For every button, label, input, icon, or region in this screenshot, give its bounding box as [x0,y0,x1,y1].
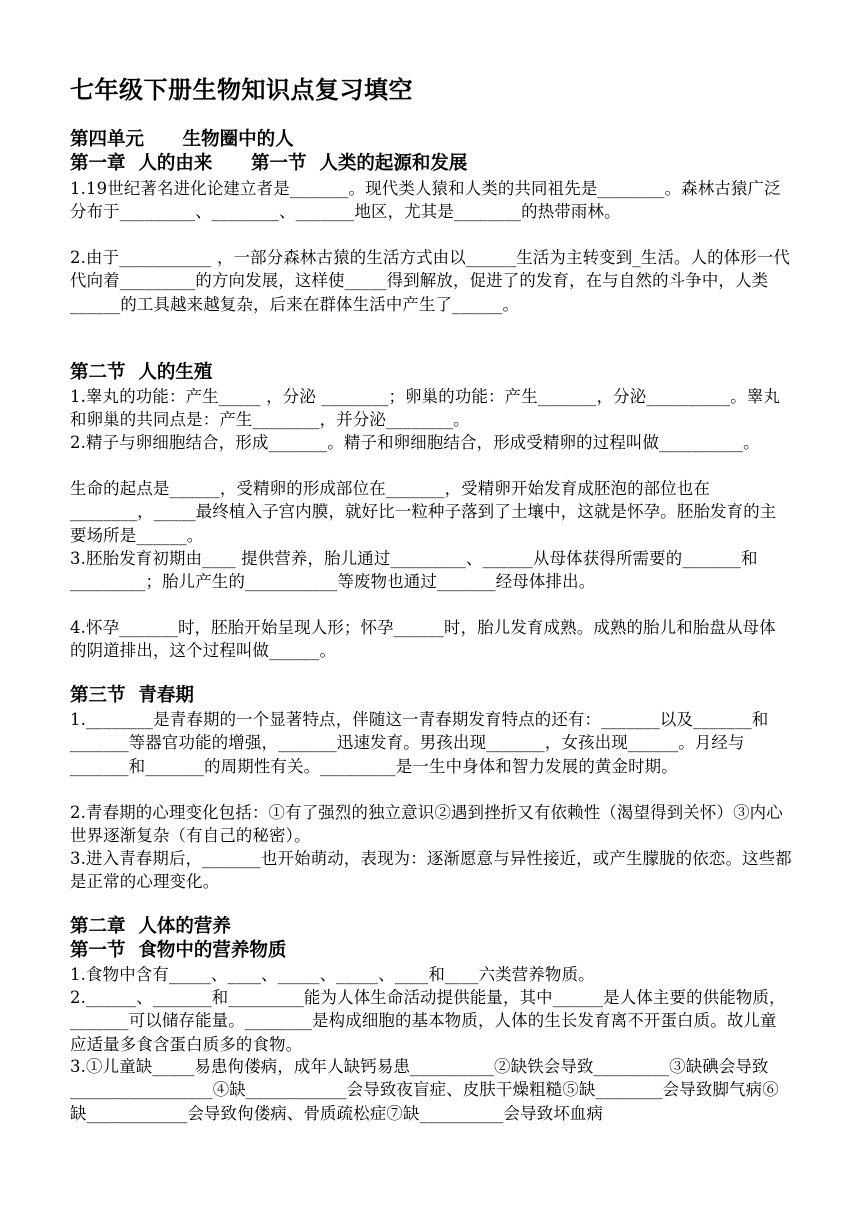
paragraph-puberty-1: 1.________是青春期的一个显著特点，伴随这一青春期发育特点的还有：_______以及_______和_______等器官功能的增强，_______迅速发育。男孩出现_______，女孩出现______。月经与_______和_______的周期性有关。_________是一生中身体和智力发展的黄金时期。 [70,710,769,776]
paragraph-nutrients-1: 1.食物中含有_____、____、_____、_____、____和____六类营养物质。 [70,965,595,984]
chapter1-heading: 第一章 人的由来 第一节 人类的起源和发展 [70,153,468,174]
chapter2-heading: 第二章 人体的营养 [70,916,231,937]
paragraph-reproduction-5: 4.怀孕_______时，胚胎开始呈现人形；怀孕______时，胎儿发育成熟。成熟的胎儿和胎盘从母体的阴道排出，这个过程叫做______。 [70,618,776,661]
paragraph-nutrients-2: 2.______、_______和_________能为人体生命活动提供能量，其中______是人体主要的供能物质，_______可以储存能量。________是构成细胞的基本物质，人体的生长发育离不开蛋白质。故儿童应适量多食含蛋白质多的食物。 [70,988,786,1054]
paragraph-puberty-2: 2.青春期的心理变化包括：①有了强烈的独立意识②遇到挫折又有依赖性（渴望得到关怀）③内心世界逐渐复杂（有自己的秘密）。 [70,803,783,846]
section-reproduction-heading: 第二节 人的生殖 [70,362,213,383]
paragraph-origin-2: 2.由于___________ ，一部分森林古猿的生活方式由以______生活为主转变到_生活。人的体形一代代向着_________的方向发展，这样使_____得到解放，促进了的发育，在与自然的斗争中，人类______的工具越来越复杂，后来在群体生活中产生了______。 [70,248,791,314]
paragraph-reproduction-1: 1.睾丸的功能：产生_____ ，分泌 ________；卵巢的功能：产生_______，分泌__________。睾丸和卵巢的共同点是：产生________，并分泌________。 [70,387,781,430]
paragraph-puberty-3: 3.进入青春期后，_______也开始萌动，表现为：逐渐愿意与异性接近，或产生朦胧的依恋。这些都是正常的心理变化。 [70,849,792,892]
section-nutrients-heading: 第一节 食物中的营养物质 [70,940,287,961]
paragraph-origin-1: 1.19世纪著名进化论建立者是_______。现代类人猿和人类的共同祖先是________。森林古猿广泛分布于_________、________、_______地区，尤其是________的热带雨林。 [70,179,781,222]
paragraph-reproduction-2: 2.精子与卵细胞结合，形成_______。精子和卵细胞结合，形成受精卵的过程叫做__________。 [70,433,760,452]
paragraph-reproduction-3: 生命的起点是______，受精卵的形成部位在_______，受精卵开始发育成胚泡的部位也在________，_____最终植入子宫内膜，就好比一粒种子落到了土壤中，这就是怀孕。胚胎发育的主要场所是______。 [70,479,777,545]
unit-heading: 第四单元 生物圈中的人 [70,129,294,150]
section-puberty-heading: 第三节 青春期 [70,685,194,706]
document-title: 七年级下册生物知识点复习填空 [70,75,413,104]
paragraph-nutrients-3: 3.①儿童缺_____易患佝偻病，成年人缺钙易患__________②缺铁会导致_________③缺碘会导致_________________④缺____________会导致夜盲症、皮肤干燥粗糙⑤缺________会导致脚气病⑥缺____________会导致佝偻病、骨质疏松症⑦缺__________会导致坏血病 [70,1057,779,1123]
paragraph-reproduction-4: 3.胚胎发育初期由____ 提供营养，胎儿通过_________、______从母体获得所需要的_______和_________；胎儿产生的___________等废物也通过_______经母体排出。 [70,549,758,592]
